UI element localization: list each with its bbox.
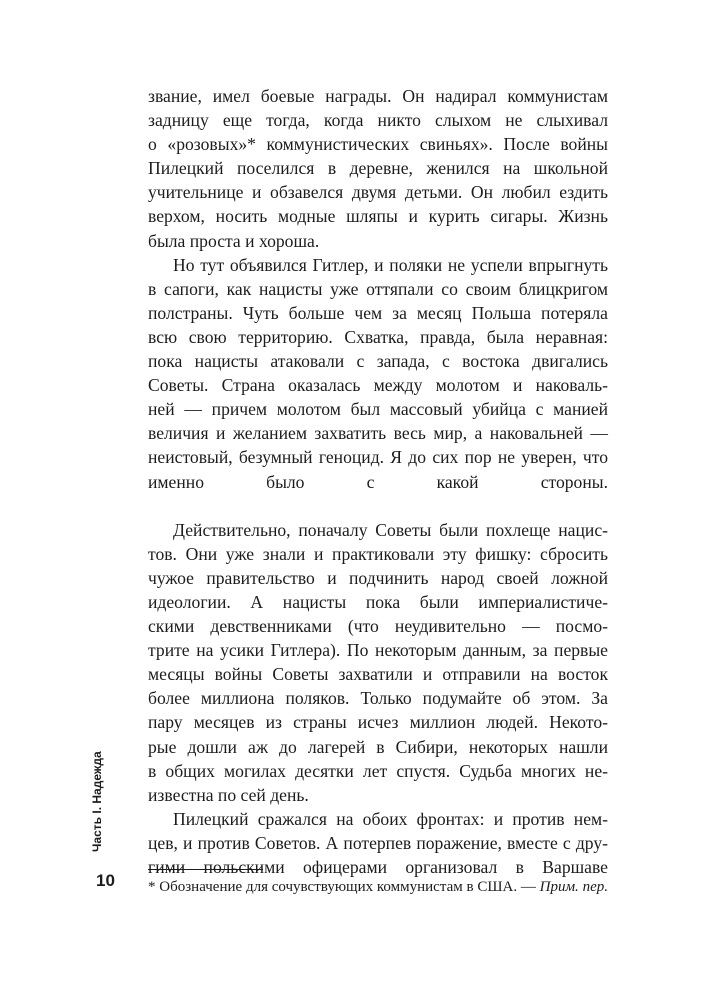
text-line: звание, имел боевые награды. Он надирал коммунистам (148, 86, 608, 106)
text-line: Советы. Страна оказалась между молотом и наковаль- (148, 375, 608, 396)
text-line: в общих могилах десятки лет спустя. Судьба многих не- (148, 760, 608, 781)
text-line: Но тут объявился Гитлер, и поляки не успели впрыгнуть (173, 254, 608, 275)
text-line: тов. Они уже знали и практиковали эту фишку: сбросить (148, 543, 608, 564)
text-line: учительнице и обзавелся двумя детьми. Он любил ездить (148, 182, 608, 203)
text-line: именно было с какой стороны. (148, 471, 608, 492)
text-line: величия и желанием захватить весь мир, а наковальней — (148, 423, 608, 444)
page-number: 10 (96, 871, 115, 890)
text-line: скими девственниками (что неудивительно — посмо- (148, 616, 608, 637)
footnote-note-label: Прим. пер. (539, 879, 608, 895)
text-line: Пилецкий сражался на обоих фронтах: и против нем- (173, 808, 608, 829)
text-line: задницу еще тогда, когда никто слыхом не слыхивал (148, 110, 608, 131)
running-header: Часть I. Надежда (90, 751, 104, 852)
text-line: чужое правительство и подчинить народ своей ложной (148, 567, 608, 588)
paragraph-3 (148, 518, 608, 807)
text-line: была проста и хороша. (148, 230, 320, 251)
paragraph-1 (148, 84, 608, 253)
text-line: ней — причем молотом был массовый убийца с манией (148, 399, 608, 420)
text-line: рые дошли аж до лагерей в Сибири, некоторых нашли (148, 736, 608, 757)
text-line: полстраны. Чуть больше чем за месяц Польша потеряла (148, 302, 608, 323)
text-line: цев, и против Советов. А потерпев поражение, вместе с дру- (148, 832, 608, 853)
text-line: пока нацисты атаковали с запада, с востока двигались (148, 351, 608, 372)
text-line: Пилецкий поселился в деревне, женился на школьной (148, 158, 608, 179)
text-line: верхом, носить модные шляпы и курить сигары. Жизнь (148, 206, 608, 227)
text-line: всю свою территорию. Схватка, правда, была неравная: (148, 326, 608, 347)
footnote (148, 877, 608, 897)
body-text (148, 84, 608, 879)
text-line: более миллиона поляков. Только подумайте об этом. За (148, 688, 608, 709)
text-line: известна по сей день. (148, 784, 309, 805)
text-line: о «розовых»* коммунистических свиньях». После войны (148, 134, 608, 155)
text-line (148, 494, 608, 518)
paragraph-2 (148, 253, 608, 518)
text-line: пару месяцев из страны исчез миллион людей. Некото- (148, 712, 608, 733)
text-line: месяцы войны Советы захватили и отправили на восток (148, 664, 608, 685)
footnote-divider (148, 869, 263, 870)
text-line: идеологии. А нацисты пока были империалистиче- (148, 591, 608, 612)
footnote-text: * Обозначение для сочувствующих коммунистам в США. — (148, 879, 540, 895)
text-line: трите на усики Гитлера). По некоторым данным, за первые (148, 640, 608, 661)
text-line: в сапоги, как нацисты уже оттяпали со своим блицкригом (148, 278, 608, 299)
text-line: неистовый, безумный геноцид. Я до сих пор не уверен, что (148, 447, 608, 468)
text-line: гими польскими офицерами организовал в Варшаве (148, 857, 608, 877)
text-line: Действительно, поначалу Советы были похлеще нацис- (173, 519, 608, 540)
